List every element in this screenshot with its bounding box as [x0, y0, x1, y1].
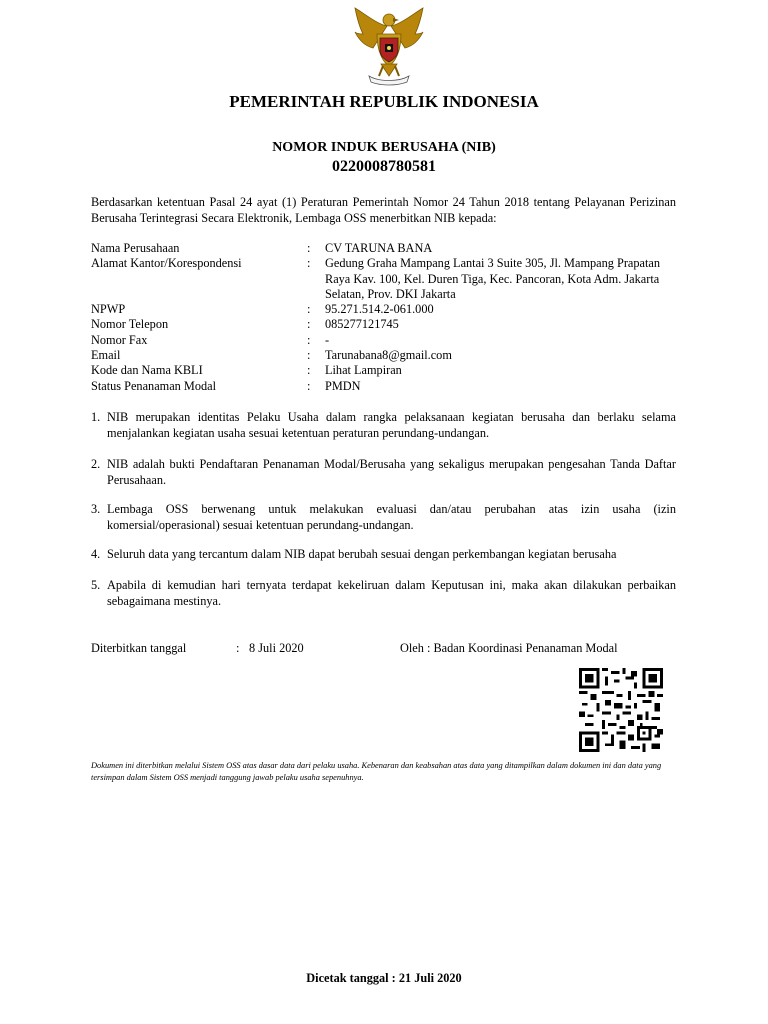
field-value: PMDN [325, 378, 361, 393]
field-row-company-name [91, 241, 681, 256]
document-title: PEMERINTAH REPUBLIK INDONESIA [229, 92, 539, 111]
field-label: NPWP [91, 302, 126, 317]
field-colon: : [307, 256, 311, 271]
list-item-text: Seluruh data yang tercantum dalam NIB dapat berubah sesuai dengan perkembangan kegiatan berusaha [107, 547, 617, 561]
field-row-email [91, 348, 681, 363]
field-row-kbli [91, 363, 681, 378]
field-value: 085277121745 [325, 317, 399, 332]
list-item-number: 4. [91, 547, 101, 561]
list-item [91, 409, 676, 441]
field-label: Alamat Kantor/Korespondensi [91, 256, 242, 271]
field-label: Email [91, 348, 121, 363]
field-value: Tarunabana8@gmail.com [325, 348, 452, 363]
field-colon: : [307, 241, 311, 255]
list-item-number: 5. [91, 578, 101, 592]
list-item-number: 1. [91, 410, 101, 424]
field-label: Nomor Fax [91, 332, 148, 347]
disclaimer-text: Dokumen ini diterbitkan melalui Sistem OSS atas dasar data dari pelaku usaha. Kebenaran dan keabsahan atas data yang ditampilkan dalam dokumen ini dan data yang tersimpan dalam Sistem OSS menjadi tanggung jawab pelaku usaha sepenuhnya. [91, 761, 662, 782]
field-value: - [325, 332, 330, 347]
document-subtitle: NOMOR INDUK BERUSAHA (NIB) [272, 140, 496, 155]
issue-date [91, 641, 304, 656]
field-colon: : [307, 348, 311, 363]
field-value: 95.271.514.2-061.000 [325, 302, 434, 317]
field-colon: : [307, 317, 311, 332]
issuer: Oleh : Badan Koordinasi Penanaman Modal [400, 641, 618, 655]
field-colon: : [307, 332, 311, 347]
nib-number: 0220008780581 [332, 158, 436, 175]
field-colon: : [307, 363, 311, 378]
list-item-number: 2. [91, 457, 101, 471]
field-label: Nama Perusahaan [91, 241, 180, 255]
field-label: Status Penanaman Modal [91, 378, 216, 393]
field-value: Gedung Graha Mampang Lantai 3 Suite 305, Jl. Mampang Prapatan Raya Kav. 100, Kel. Duren Tiga, Kec. Pancoran, Kota Adm. Jakarta Selatan, Prov. DKI Jakarta [325, 256, 661, 301]
printed-date: Dicetak tanggal : 21 Juli 2020 [306, 971, 462, 985]
field-row-fax [91, 333, 681, 348]
list-item [91, 546, 676, 562]
field-row-address [91, 256, 681, 302]
field-value: Lihat Lampiran [325, 363, 402, 378]
issue-date-colon: : [236, 641, 240, 655]
field-label: Nomor Telepon [91, 317, 169, 332]
field-value: CV TARUNA BANA [325, 241, 433, 255]
list-item-text: Lembaga OSS berwenang untuk melakukan evaluasi dan/atau perubahan atas izin usaha (izin komersial/operasional) sesuai ketentuan perundang-undangan. [107, 502, 676, 532]
field-row-investment-status [91, 379, 681, 394]
field-row-phone [91, 317, 681, 332]
field-row-npwp [91, 302, 681, 317]
issue-date-label: Diterbitkan tanggal [91, 641, 187, 655]
company-details [91, 241, 681, 394]
list-item [91, 501, 676, 533]
list-item-text: NIB adalah bukti Pendaftaran Penanaman Modal/Berusaha yang sekaligus merupakan pengesahan Tanda Daftar Perusahaan. [107, 457, 676, 487]
field-colon: : [307, 302, 311, 317]
issue-date-value: 8 Juli 2020 [249, 641, 304, 655]
list-item-text: NIB merupakan identitas Pelaku Usaha dalam rangka pelaksanaan kegiatan berusaha dan berlaku selama menjalankan kegiatan usaha sesuai ketentuan peraturan perundang-undangan. [107, 410, 676, 440]
list-item-text: Apabila di kemudian hari ternyata terdapat kekeliruan dalam Keputusan ini, maka akan dilakukan perbaikan sebagaimana mestinya. [107, 578, 676, 608]
field-colon: : [307, 378, 311, 393]
list-item [91, 577, 676, 609]
field-label: Kode dan Nama KBLI [91, 363, 203, 378]
list-item [91, 456, 676, 488]
qr-code-icon [577, 668, 665, 752]
garuda-emblem-icon [347, 4, 431, 88]
list-item-number: 3. [91, 502, 101, 516]
intro-paragraph: Berdasarkan ketentuan Pasal 24 ayat (1) Peraturan Pemerintah Nomor 24 Tahun 2018 tentang Pelayanan Perizinan Berusaha Terintegrasi Secara Elektronik, Lembaga OSS menerbitkan NIB kepada: [91, 195, 676, 225]
